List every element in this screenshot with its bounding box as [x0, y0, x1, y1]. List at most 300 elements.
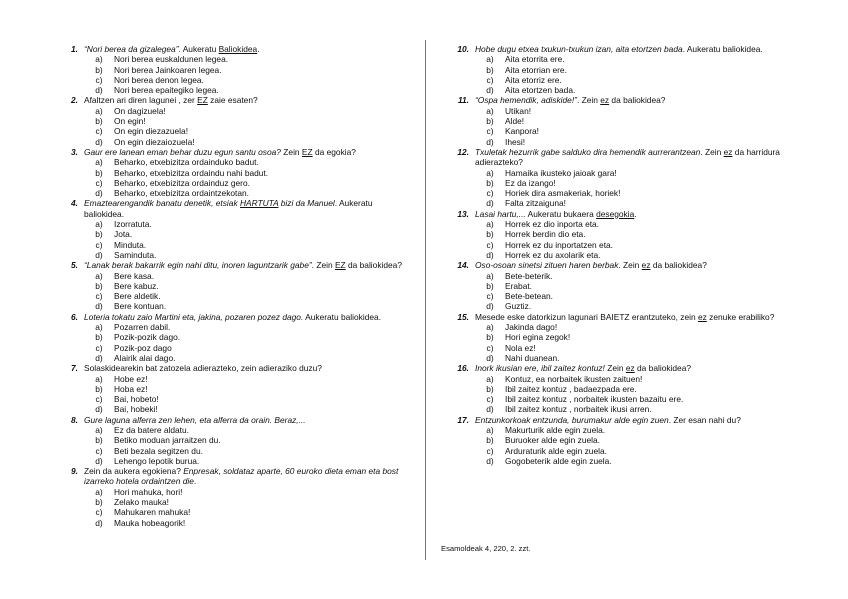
- option-text: On egin diezaiozuela!: [114, 136, 195, 147]
- question-text-segment: Mesede eske datorkizun lagunari BAIETZ erantzuteko, zein: [475, 311, 698, 322]
- option-letter: d): [486, 455, 494, 466]
- answer-option: [84, 106, 404, 116]
- question-text-segment: Solaskidearekin bat zatozela adierazteko, zein adieraziko duzu?: [84, 363, 322, 374]
- question-text-segment: Afaltzen ari diren lagunei , zer: [84, 95, 198, 106]
- answer-option: [84, 332, 404, 342]
- question-text-segment: .: [257, 44, 260, 54]
- answer-option: [475, 446, 797, 456]
- question-number: 11.: [457, 95, 469, 106]
- question-stem: [56, 363, 404, 373]
- question-number: 7.: [71, 363, 78, 374]
- question-number: 2.: [71, 95, 78, 106]
- question-text-segment: bizi da Manuel: [278, 198, 335, 209]
- option-text: Izorratuta.: [114, 219, 152, 230]
- answer-option: [475, 219, 797, 229]
- question-text-segment: Oso-osoan sinetsi zituen haren berbak: [475, 260, 619, 271]
- question-text-segment: zaie esaten?: [207, 95, 258, 106]
- option-letter: d): [486, 352, 494, 363]
- option-letter: a): [95, 373, 103, 384]
- option-text: Alairik alai dago.: [114, 352, 176, 363]
- option-letter: b): [486, 435, 494, 446]
- answer-option: [475, 343, 797, 353]
- answer-option: [475, 65, 797, 75]
- option-letter: b): [486, 116, 494, 127]
- option-letter: c): [95, 394, 103, 405]
- question-text-segment: ez: [697, 311, 707, 322]
- option-letter: b): [486, 332, 494, 343]
- question-stem: [447, 95, 797, 105]
- option-text: Erabat.: [505, 280, 533, 291]
- question-17: [447, 415, 797, 466]
- option-text: Ibil zaitez kontuz , norbaitek ikusi arren.: [505, 404, 652, 415]
- option-letter: b): [486, 229, 494, 240]
- answer-option: [84, 497, 404, 507]
- answer-option: [84, 75, 404, 85]
- answer-option: [475, 456, 797, 466]
- question-number: 1.: [71, 44, 78, 54]
- question-text-segment: . Aukeratu baliokidea.: [84, 198, 373, 219]
- option-text: Ibil zaitez kontuz , badaezpada ere.: [505, 383, 637, 394]
- option-text: Aita etorriz ere.: [505, 74, 562, 85]
- answer-option: [475, 353, 797, 363]
- option-letter: d): [95, 517, 103, 528]
- option-letter: c): [486, 291, 494, 302]
- option-text: Horrek ez du inportatzen eta.: [505, 239, 614, 250]
- option-letter: b): [95, 167, 103, 178]
- question-stem: [447, 363, 797, 373]
- question-number: 4.: [71, 198, 78, 209]
- option-letter: a): [486, 322, 494, 333]
- option-text: Makurturik alde egin zuela.: [505, 424, 606, 435]
- question-2: [56, 95, 404, 146]
- option-text: Ihesi!: [505, 136, 526, 147]
- question-text-segment: Aukeratu bukaera: [525, 208, 597, 219]
- question-text-segment: Inork ikusian ere, ibil zaitez kontuz!: [475, 363, 605, 374]
- option-letter: d): [95, 404, 103, 415]
- question-text: [84, 363, 404, 373]
- option-letter: a): [486, 270, 494, 281]
- question-stem: [56, 44, 404, 54]
- question-text-segment: Gaur ere lanean eman behar duzu egun santu osoa?: [84, 146, 281, 157]
- question-text: [84, 198, 404, 219]
- option-text: Nahi duanean.: [505, 352, 560, 363]
- answer-option: [475, 229, 797, 239]
- answer-option: [84, 301, 404, 311]
- answer-option: [84, 54, 404, 64]
- question-text-segment: . Zer esan nahi du?: [668, 414, 741, 425]
- answer-option: [475, 178, 797, 188]
- question-text-segment: Emaztearengandik banatu denetik, etsiak: [84, 198, 240, 209]
- question-text: [475, 260, 797, 270]
- answer-option: [84, 507, 404, 517]
- question-text: [84, 44, 404, 54]
- option-letter: d): [95, 301, 103, 312]
- question-3: [56, 147, 404, 198]
- option-text: Hori mahuka, hori!: [114, 486, 183, 497]
- left-column: [56, 44, 404, 528]
- answer-option: [475, 198, 797, 208]
- question-stem: [447, 147, 797, 168]
- option-letter: a): [95, 486, 103, 497]
- option-letter: c): [486, 74, 494, 85]
- question-number: 16.: [457, 363, 469, 374]
- question-text-segment: da egokia?: [312, 146, 356, 157]
- option-letter: c): [95, 74, 103, 85]
- option-text: Kontuz, ea norbaitek ikusten zaituen!: [505, 373, 643, 384]
- question-text-segment: “Lanak berak bakarrik egin nahi ditu, inoren laguntzarik gabe”: [84, 260, 312, 271]
- option-letter: b): [486, 280, 494, 291]
- option-text: Lehengo lepotik burua.: [114, 455, 200, 466]
- option-text: Bere kabuz.: [114, 280, 159, 291]
- answer-option: [84, 157, 404, 167]
- option-letter: d): [95, 455, 103, 466]
- question-text-segment: . Aukeratu baliokidea.: [682, 44, 763, 54]
- option-text: Bere kasa.: [114, 270, 155, 281]
- question-stem: [56, 198, 404, 219]
- option-text: Bere aldetik.: [114, 291, 161, 302]
- question-stem: [56, 260, 404, 270]
- question-text: [84, 260, 404, 270]
- question-1: [56, 44, 404, 95]
- option-text: Horiek dira asmakeriak, horiek!: [505, 188, 621, 199]
- question-4: [56, 198, 404, 260]
- question-text-segment: da baliokidea?: [609, 95, 666, 106]
- option-text: Nori berea Jainkoaren legea.: [114, 64, 222, 75]
- option-text: Hori egina zegok!: [505, 332, 571, 343]
- answer-option: [475, 425, 797, 435]
- question-text-segment: “Ospa hemendik, adiskide!”: [475, 95, 577, 106]
- option-text: On egin!: [114, 116, 146, 127]
- question-number: 3.: [71, 146, 78, 157]
- option-text: Alde!: [505, 116, 525, 127]
- question-number: 8.: [71, 414, 78, 425]
- option-letter: b): [486, 177, 494, 188]
- question-text: [84, 466, 404, 487]
- option-letter: a): [95, 322, 103, 333]
- option-text: Beharko, etxebizitza ordainduz gero.: [114, 177, 250, 188]
- answer-option: [475, 116, 797, 126]
- option-letter: a): [95, 219, 103, 230]
- option-text: Jakinda dago!: [505, 322, 558, 333]
- option-letter: c): [95, 291, 103, 302]
- question-text-segment: Zein: [280, 146, 302, 157]
- question-text-segment: Txuletak hezurrik gabe salduko dira hemendik aurrerantzean: [475, 146, 701, 157]
- option-letter: a): [486, 424, 494, 435]
- option-text: Beti bezala segitzen du.: [114, 445, 203, 456]
- answer-option: [475, 106, 797, 116]
- question-text: [475, 44, 797, 54]
- answer-option: [84, 65, 404, 75]
- option-letter: c): [95, 445, 103, 456]
- option-text: Aita etorrian ere.: [505, 64, 567, 75]
- question-number: 5.: [71, 260, 78, 271]
- question-12: [447, 147, 797, 209]
- option-letter: c): [95, 126, 103, 137]
- option-text: Arduraturik alde egin zuela.: [505, 445, 607, 456]
- option-text: Ibil zaitez kontuz , norbaitek ikusten bazaitu ere.: [505, 394, 684, 405]
- answer-option: [475, 54, 797, 64]
- option-text: Ez da izango!: [505, 177, 556, 188]
- option-text: Horrek berdin dio eta.: [505, 229, 586, 240]
- question-5: [56, 260, 404, 311]
- question-text: [84, 95, 404, 105]
- answer-option: [84, 435, 404, 445]
- question-text-segment: Loteria tokatu zaio Martini eta, jakina, pozaren pozez dago.: [84, 311, 304, 322]
- question-text-segment: “Nori berea da gizalegea”: [84, 44, 179, 54]
- question-text-segment: da baliokidea?: [650, 260, 707, 271]
- option-letter: c): [95, 342, 103, 353]
- question-text: [84, 312, 404, 322]
- option-letter: d): [486, 301, 494, 312]
- option-letter: b): [95, 280, 103, 291]
- question-text: [475, 95, 797, 105]
- option-letter: b): [95, 435, 103, 446]
- answer-option: [84, 219, 404, 229]
- option-text: Pozik-poz dago: [114, 342, 172, 353]
- answer-option: [475, 435, 797, 445]
- option-text: Pozarren dabil.: [114, 322, 171, 333]
- option-letter: d): [486, 85, 494, 96]
- question-text-segment: EZ: [334, 260, 346, 271]
- question-text: [475, 415, 797, 425]
- option-text: On dagizuela!: [114, 105, 166, 116]
- answer-option: [475, 394, 797, 404]
- option-text: Bere kontuan.: [114, 301, 167, 312]
- answer-option: [84, 343, 404, 353]
- question-text-segment: ez: [723, 146, 733, 157]
- option-text: Nori berea epaitegiko legea.: [114, 85, 219, 96]
- answer-option: [475, 75, 797, 85]
- answer-option: [84, 456, 404, 466]
- option-letter: b): [95, 383, 103, 394]
- question-stem: [447, 312, 797, 322]
- answer-option: [475, 271, 797, 281]
- question-text-segment: desegokia: [596, 208, 635, 219]
- option-text: Saminduta.: [114, 249, 157, 260]
- question-text-segment: da baliokidea?: [634, 363, 692, 374]
- question-text: [84, 147, 404, 157]
- answer-option: [475, 404, 797, 414]
- answer-option: [475, 240, 797, 250]
- question-number: 17.: [457, 414, 469, 425]
- question-text-segment: . Zein: [311, 260, 335, 271]
- option-letter: b): [486, 383, 494, 394]
- option-letter: a): [486, 54, 494, 65]
- option-letter: c): [95, 507, 103, 518]
- answer-option: [475, 188, 797, 198]
- question-8: [56, 415, 404, 466]
- question-text-segment: zenuke erabiliko?: [706, 311, 775, 322]
- option-letter: a): [95, 54, 103, 65]
- option-text: Bai, hobeki!: [114, 404, 158, 415]
- option-letter: b): [486, 64, 494, 75]
- option-letter: a): [95, 424, 103, 435]
- option-letter: d): [95, 85, 103, 96]
- option-text: Hobe ez!: [114, 373, 148, 384]
- question-number: 15.: [457, 311, 469, 322]
- answer-option: [84, 178, 404, 188]
- option-letter: a): [486, 105, 494, 116]
- option-text: Jota.: [114, 229, 133, 240]
- option-text: Bete-beterik.: [505, 270, 553, 281]
- answer-option: [84, 281, 404, 291]
- option-text: Beharko, etxebizitza ordainduko badut.: [114, 157, 259, 168]
- question-6: [56, 312, 404, 363]
- question-text-segment: Zein: [604, 363, 626, 374]
- option-text: Falta zitzaiguna!: [505, 198, 566, 209]
- answer-option: [84, 85, 404, 95]
- question-stem: [56, 312, 404, 322]
- option-letter: a): [486, 167, 494, 178]
- question-11: [447, 95, 797, 146]
- question-text-segment: da harridura adierazteko?: [475, 146, 780, 168]
- question-text-segment: . Aukeratu: [178, 44, 219, 54]
- answer-option: [84, 374, 404, 384]
- option-text: Nori berea euskaldunen legea.: [114, 54, 229, 65]
- answer-option: [84, 229, 404, 239]
- option-text: Hamaika ikusteko jaioak gara!: [505, 167, 617, 178]
- question-text-segment: Zein da aukera egokiena?: [84, 466, 184, 477]
- question-number: 9.: [71, 466, 78, 477]
- option-text: Bai, hobeto!: [114, 394, 159, 405]
- right-column: [447, 44, 797, 466]
- option-letter: c): [486, 342, 494, 353]
- option-text: Zelako mauka!: [114, 497, 169, 508]
- question-text: [475, 209, 797, 219]
- question-text-segment: . Zein: [576, 95, 601, 106]
- option-text: Horrek ez du axolarik eta.: [505, 249, 601, 260]
- answer-option: [475, 322, 797, 332]
- question-number: 12.: [457, 146, 469, 157]
- question-13: [447, 209, 797, 260]
- answer-option: [475, 85, 797, 95]
- option-letter: d): [95, 136, 103, 147]
- answer-option: [84, 394, 404, 404]
- option-letter: d): [486, 136, 494, 147]
- question-number: 14.: [457, 260, 469, 271]
- option-letter: c): [486, 394, 494, 405]
- question-text-segment: . Zein: [700, 146, 724, 157]
- question-text: [84, 415, 404, 425]
- answer-option: [84, 322, 404, 332]
- option-letter: b): [95, 116, 103, 127]
- option-letter: b): [95, 229, 103, 240]
- question-text-segment: EZ: [301, 146, 313, 157]
- option-text: Nori berea denon legea.: [114, 74, 204, 85]
- question-stem: [447, 260, 797, 270]
- question-stem: [447, 209, 797, 219]
- option-text: Beharko, etxebizitza ordaindu nahi badut.: [114, 167, 269, 178]
- answer-option: [84, 188, 404, 198]
- answer-option: [84, 271, 404, 281]
- question-stem: [56, 147, 404, 157]
- option-text: Nola ez!: [505, 342, 536, 353]
- question-text: [475, 312, 797, 322]
- question-text-segment: Hobe dugu etxea txukun-txukun izan, aita etortzen bada: [475, 44, 683, 54]
- option-text: Horrek ez dio inporta eta.: [505, 219, 600, 230]
- question-9: [56, 466, 404, 528]
- answer-option: [84, 353, 404, 363]
- answer-option: [84, 250, 404, 260]
- question-number: 13.: [457, 208, 469, 219]
- question-number: 10.: [457, 44, 469, 54]
- question-stem: [56, 415, 404, 425]
- option-text: Buruoker alde egin zuela.: [505, 435, 600, 446]
- option-letter: b): [95, 497, 103, 508]
- option-letter: a): [95, 270, 103, 281]
- option-letter: d): [95, 188, 103, 199]
- option-text: Betiko moduan jarraitzen du.: [114, 435, 221, 446]
- question-text-segment: ez: [625, 363, 635, 374]
- answer-option: [84, 404, 404, 414]
- option-letter: c): [95, 177, 103, 188]
- option-text: Mahukaren mahuka!: [114, 507, 191, 518]
- option-letter: a): [95, 105, 103, 116]
- question-stem: [56, 466, 404, 487]
- option-text: Guztiz.: [505, 301, 532, 312]
- question-7: [56, 363, 404, 414]
- answer-option: [475, 168, 797, 178]
- answer-option: [84, 518, 404, 528]
- question-14: [447, 260, 797, 311]
- question-10: [447, 44, 797, 95]
- question-text-segment: EZ: [197, 95, 208, 106]
- answer-option: [475, 291, 797, 301]
- option-letter: d): [486, 249, 494, 260]
- option-text: Aita etorrita ere.: [505, 54, 565, 65]
- option-letter: b): [95, 332, 103, 343]
- option-letter: d): [486, 198, 494, 209]
- question-text-segment: Entzunkorkoak entzunda, burumakur alde egin zuen: [475, 414, 669, 425]
- option-text: Utikan!: [505, 105, 532, 116]
- option-text: Ez da batere aldatu.: [114, 424, 189, 435]
- option-text: Beharko, etxebizitza ordaintzekotan.: [114, 188, 250, 199]
- answer-option: [84, 126, 404, 136]
- option-text: On egin diezazuela!: [114, 126, 189, 137]
- option-text: Bete-betean.: [505, 291, 553, 302]
- question-number: 6.: [71, 311, 78, 322]
- option-letter: c): [486, 126, 494, 137]
- option-letter: c): [486, 445, 494, 456]
- answer-option: [475, 126, 797, 136]
- column-divider: [425, 40, 426, 560]
- question-text-segment: HARTUTA: [239, 198, 279, 209]
- question-text-segment: ez: [641, 260, 651, 271]
- question-stem: [447, 44, 797, 54]
- option-text: Gogobeterik alde egin zuela.: [505, 455, 612, 466]
- question-text-segment: Enpresak, soldataz aparte, 60 euroko dieta eman eta bost izarreko hotela ordaintzen die: [84, 466, 399, 487]
- answer-option: [475, 384, 797, 394]
- option-text: Mauka hobeagorik!: [114, 517, 186, 528]
- question-text-segment: Gure laguna alferra zen lehen, eta alferra da orain. Beraz,...: [84, 414, 306, 425]
- option-text: Pozik-pozik dago.: [114, 332, 181, 343]
- question-text-segment: .: [193, 476, 197, 487]
- footer-reference: Esamoldeak 4, 220, 2. zzt.: [441, 544, 531, 553]
- answer-option: [475, 374, 797, 384]
- answer-option: [84, 384, 404, 394]
- option-letter: d): [95, 352, 103, 363]
- option-letter: a): [95, 157, 103, 168]
- question-16: [447, 363, 797, 414]
- question-text-segment: Lasai hartu,...: [475, 208, 526, 219]
- question-text-segment: . Zein: [618, 260, 642, 271]
- option-text: Kanpora!: [505, 126, 539, 137]
- question-text: [475, 147, 797, 168]
- option-text: Minduta.: [114, 239, 147, 250]
- question-stem: [447, 415, 797, 425]
- question-text: [475, 363, 797, 373]
- option-letter: c): [95, 239, 103, 250]
